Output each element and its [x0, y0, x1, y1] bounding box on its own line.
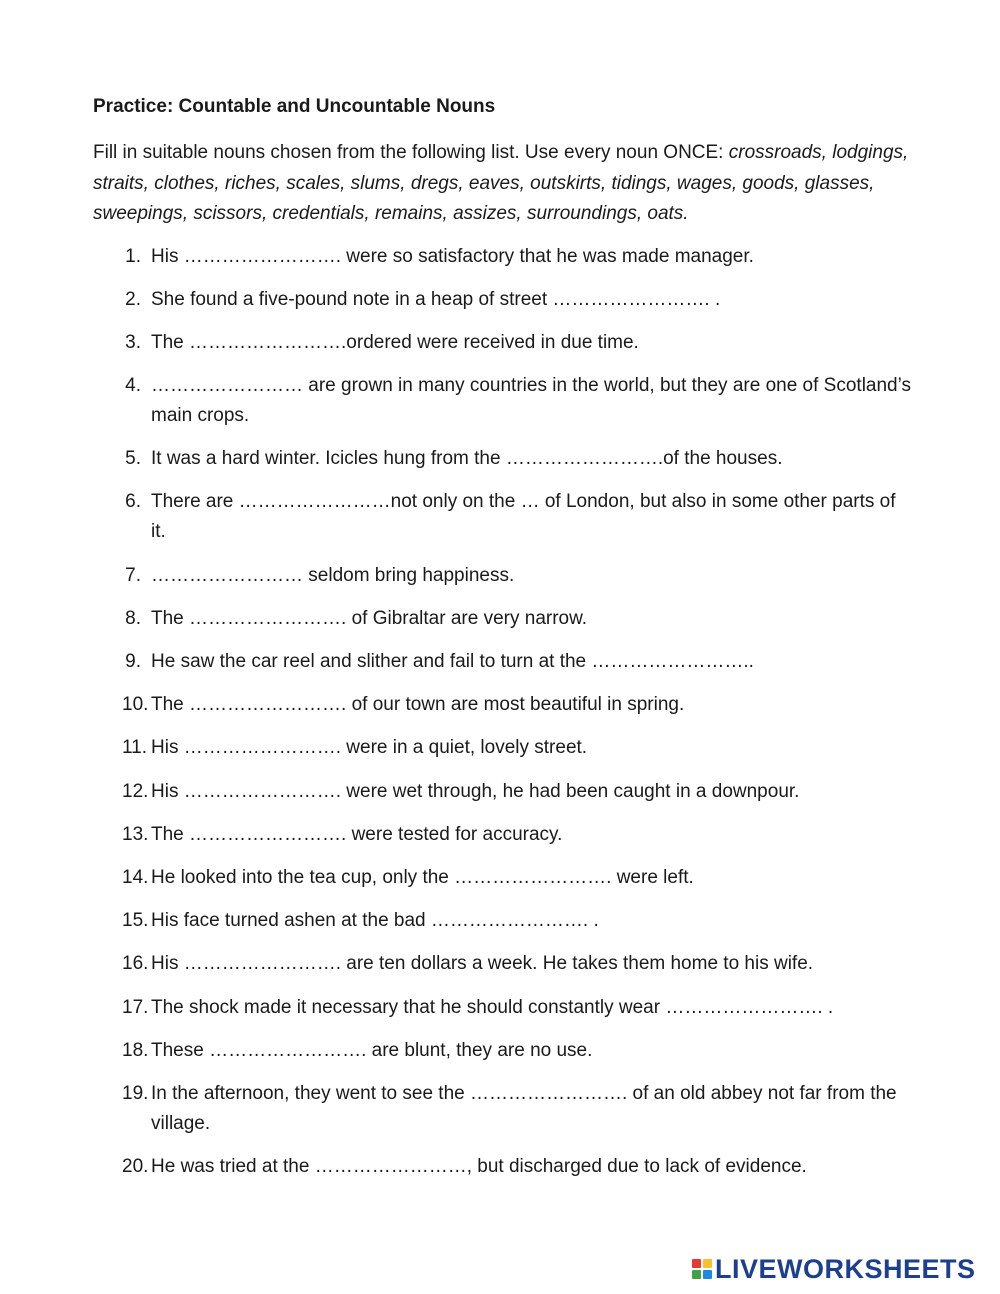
item-number: 20. — [122, 1156, 149, 1178]
instructions-lead: Fill in suitable nouns chosen from the following list. Use every noun ONCE: — [93, 142, 729, 163]
item-text: His ……………………. were in a quiet, lovely street. — [151, 737, 588, 759]
exercise-item — [93, 906, 923, 936]
item-number: 2. — [125, 288, 141, 310]
item-number: 18. — [122, 1039, 149, 1061]
exercise-item — [93, 604, 923, 634]
item-text: She found a five-pound note in a heap of street ……………………. . — [151, 288, 721, 310]
item-text: His ……………………. are ten dollars a week. He takes them home to his wife. — [151, 953, 814, 975]
item-text: His ……………………. were wet through, he had been caught in a downpour. — [151, 780, 800, 802]
item-number: 1. — [125, 245, 141, 267]
item-number: 17. — [122, 996, 149, 1018]
liveworksheets-logo — [692, 1255, 976, 1283]
exercise-item — [93, 285, 923, 315]
item-text: The ……………………. of our town are most beautiful in spring. — [151, 694, 685, 716]
exercise-item — [93, 777, 923, 807]
exercise-item — [93, 993, 923, 1023]
exercise-item — [93, 949, 923, 979]
item-text: The ……………………. were tested for accuracy. — [151, 823, 563, 845]
noun-list: crossroads, lodgings, straits, clothes, riches, scales, slums, dregs, eaves, outskirts, tidings, wages, goods, glasses, sweepings, scissors, credentials, remains, assizes, surroundings, oats. — [93, 142, 909, 224]
exercise-item — [93, 1036, 923, 1066]
item-number: 16. — [122, 953, 149, 975]
item-number: 15. — [122, 910, 149, 932]
item-number: 19. — [122, 1082, 149, 1104]
item-number: 13. — [122, 823, 149, 845]
item-text: There are ……………………not only on the … of London, but also in some other parts of it. — [151, 491, 896, 543]
item-text: In the afternoon, they went to see the ……………………. of an old abbey not far from the village. — [151, 1082, 897, 1134]
exercise-item — [93, 242, 923, 272]
item-text: These ……………………. are blunt, they are no use. — [151, 1039, 593, 1061]
item-text: His ……………………. were so satisfactory that he was made manager. — [151, 245, 754, 267]
item-text: It was a hard winter. Icicles hung from the …………………….of the houses. — [151, 448, 783, 470]
item-text: His face turned ashen at the bad ……………………. . — [151, 910, 599, 932]
exercise-item — [93, 1079, 923, 1139]
exercise-item — [93, 690, 923, 720]
item-text: The …………………….ordered were received in due time. — [151, 331, 639, 353]
exercise-item — [93, 561, 923, 591]
item-text: …………………… seldom bring happiness. — [151, 564, 515, 586]
exercise-list — [93, 242, 923, 1183]
exercise-item — [93, 647, 923, 677]
item-number: 4. — [125, 375, 141, 397]
worksheet — [93, 94, 923, 1195]
exercise-item — [93, 1152, 923, 1182]
logo-text: LIVEWORKSHEETS — [715, 1254, 976, 1284]
item-text: The shock made it necessary that he should constantly wear ……………………. . — [151, 996, 834, 1018]
exercise-item — [93, 820, 923, 850]
item-text: …………………… are grown in many countries in the world, but they are one of Scotland’s main crops. — [151, 375, 911, 427]
item-number: 5. — [125, 448, 141, 470]
item-number: 14. — [122, 866, 149, 888]
item-number: 12. — [122, 780, 149, 802]
exercise-item — [93, 487, 923, 547]
item-number: 7. — [125, 564, 141, 586]
exercise-item — [93, 444, 923, 474]
exercise-item — [93, 328, 923, 358]
exercise-item — [93, 371, 923, 431]
item-text: He was tried at the ……………………, but discharged due to lack of evidence. — [151, 1156, 807, 1178]
exercise-item — [93, 863, 923, 893]
exercise-item — [93, 733, 923, 763]
item-number: 10. — [122, 694, 149, 716]
item-number: 3. — [125, 331, 141, 353]
item-number: 8. — [125, 607, 141, 629]
page-title: Practice: Countable and Uncountable Nouns — [93, 96, 496, 117]
item-text: The ……………………. of Gibraltar are very narrow. — [151, 607, 588, 629]
instructions — [93, 138, 923, 230]
item-text: He looked into the tea cup, only the ……………………. were left. — [151, 866, 694, 888]
item-text: He saw the car reel and slither and fail to turn at the …………………….. — [151, 651, 754, 672]
item-number: 11. — [122, 737, 148, 759]
item-number: 9. — [125, 651, 141, 672]
logo-mark-icon — [692, 1259, 712, 1279]
item-number: 6. — [125, 491, 141, 513]
